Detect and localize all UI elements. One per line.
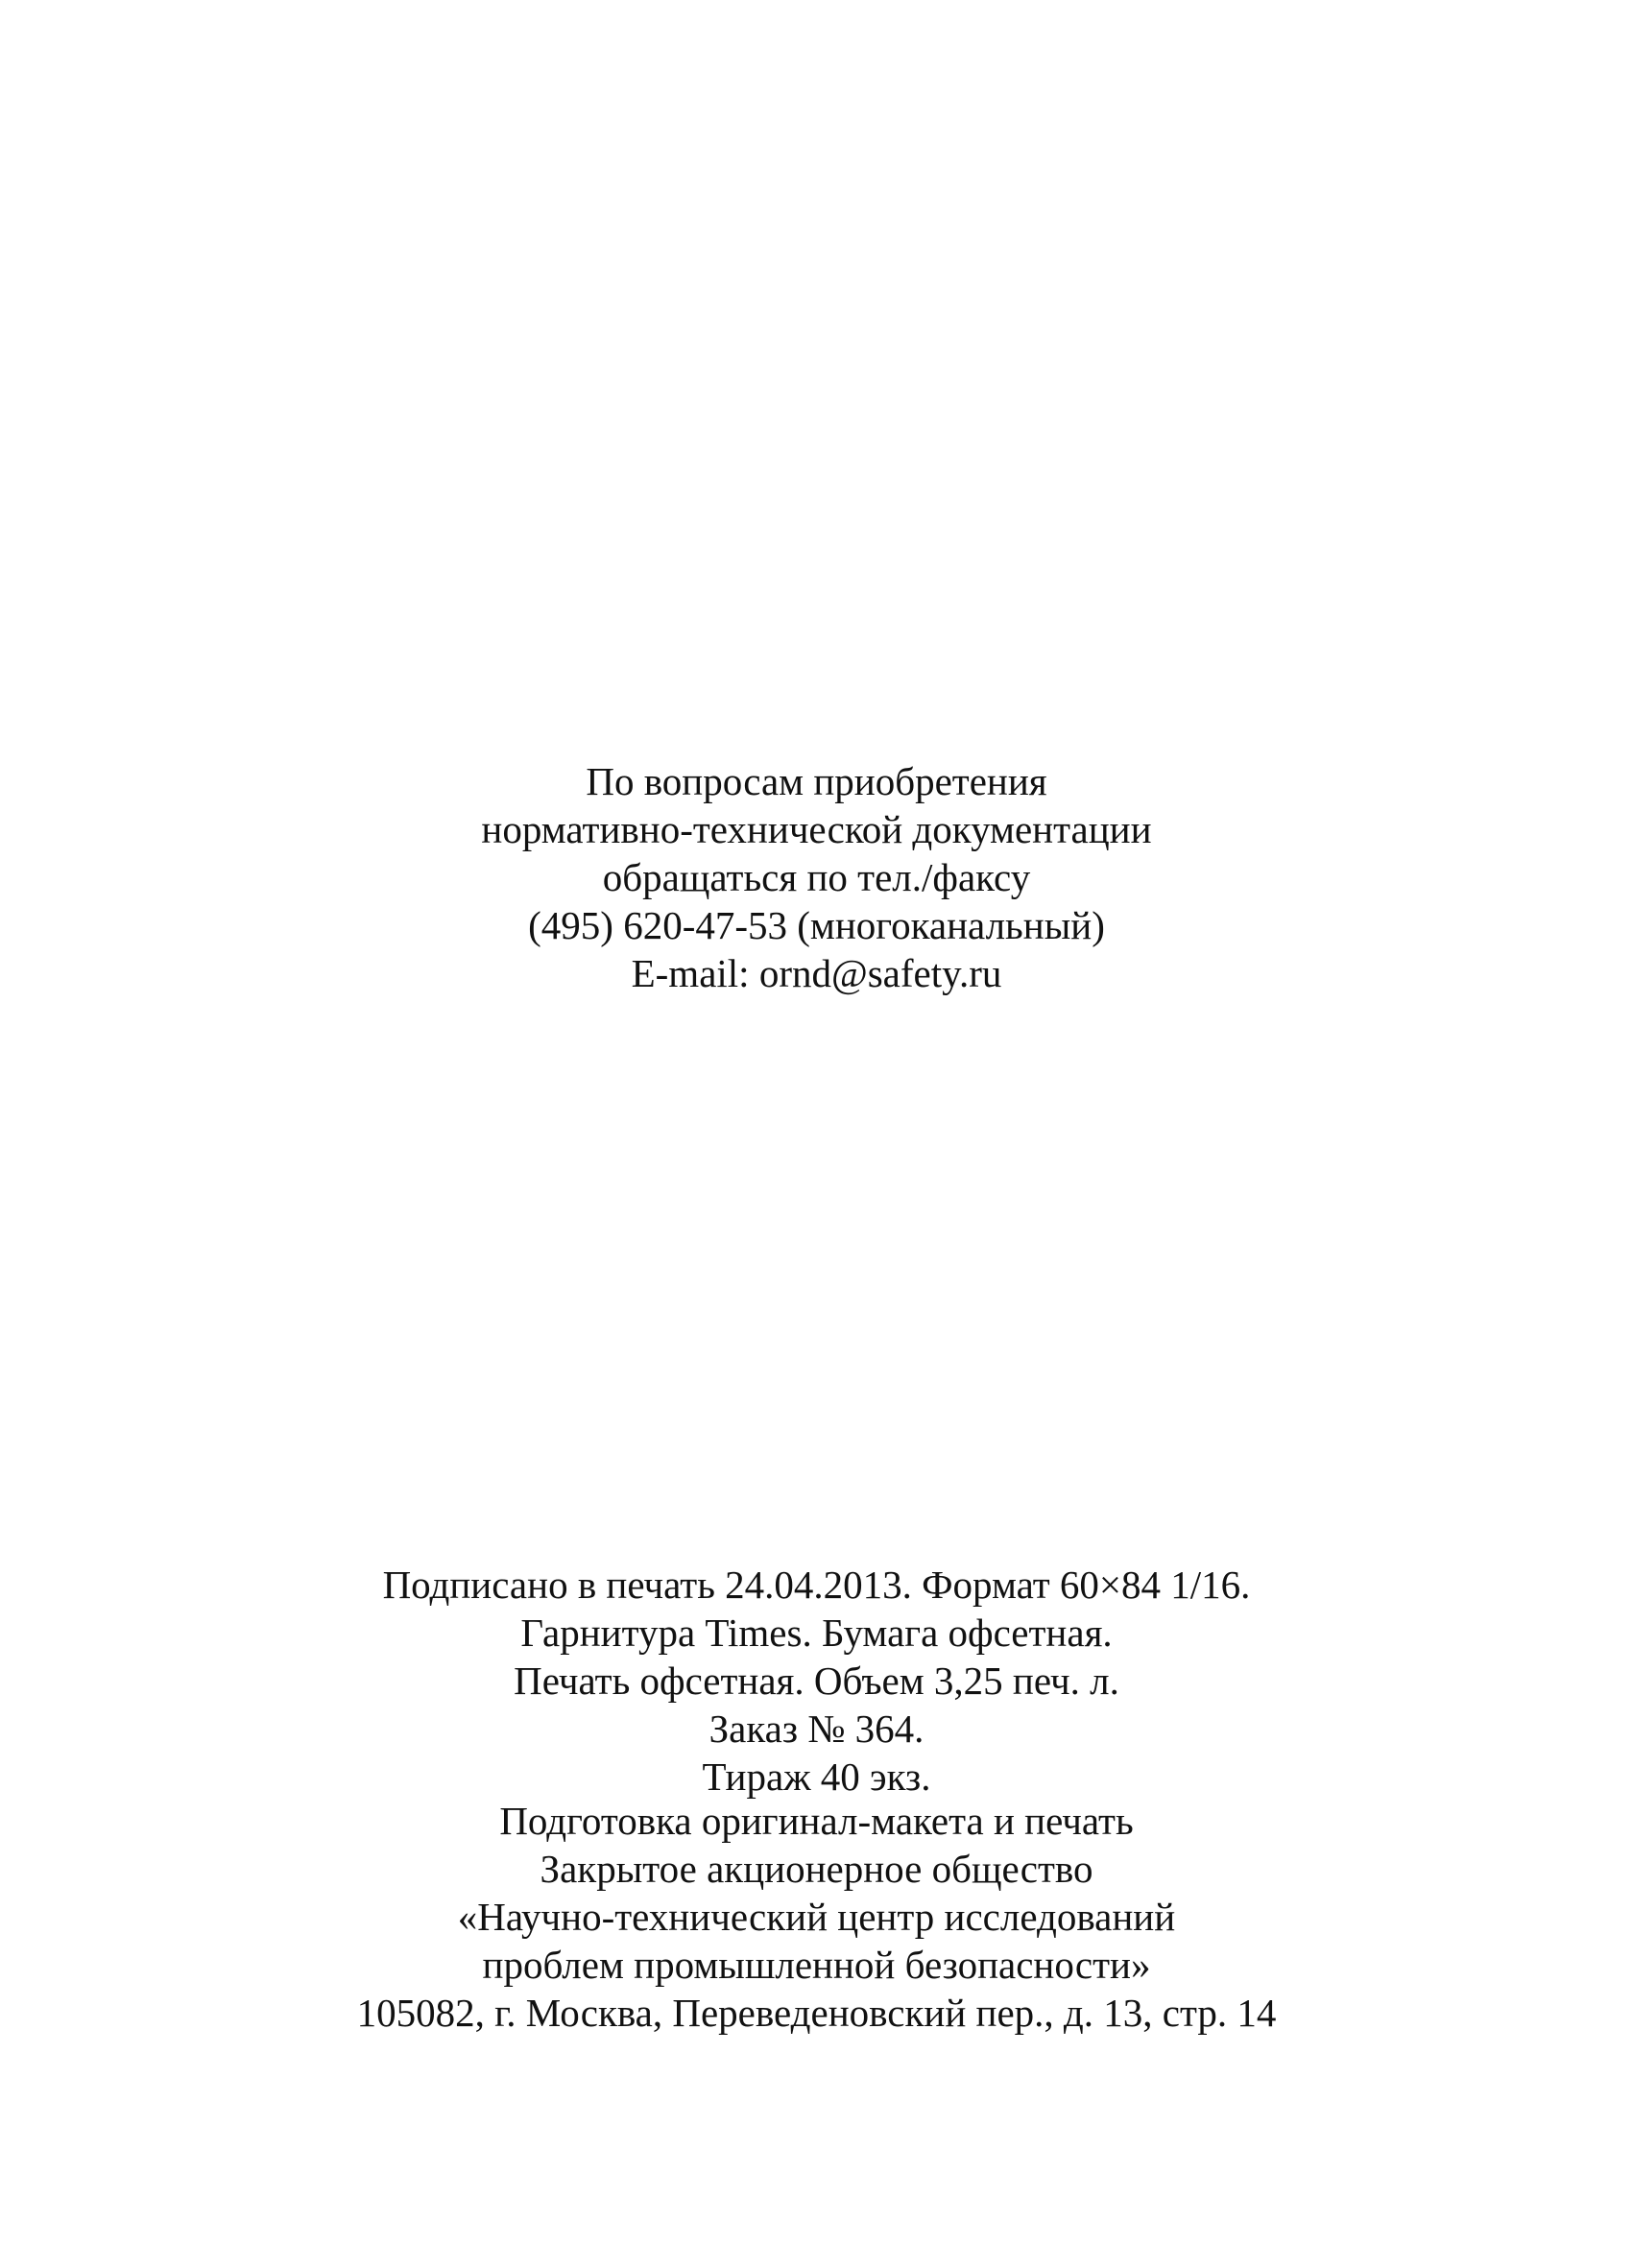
contact-line-documentation: нормативно-технической документации <box>481 807 1152 851</box>
printer-line-address: 105082, г. Москва, Переведеновский пер., д. 13, стр. 14 <box>356 1991 1277 2035</box>
printer-line-company-type: Закрытое акционерное общество <box>540 1847 1093 1891</box>
contact-line-phone-number: (495) 620-47-53 (многоканальный) <box>528 903 1105 947</box>
contact-info-block <box>0 757 1633 997</box>
printer-line-company-name-1: «Научно-технический центр исследований <box>457 1895 1176 1939</box>
imprint-line-print-volume: Печать офсетная. Объем 3,25 печ. л. <box>514 1659 1119 1703</box>
imprint-line-order-number: Заказ № 364. <box>708 1707 925 1751</box>
contact-line-purchase: По вопросам приобретения <box>586 759 1047 803</box>
imprint-line-typeface-paper: Гарнитура Times. Бумага офсетная. <box>520 1611 1113 1655</box>
printer-line-preparation: Подготовка оригинал-макета и печать <box>499 1799 1134 1843</box>
contact-line-phone-fax-label: обращаться по тел./факсу <box>602 855 1031 899</box>
imprint-block <box>0 1561 1633 1801</box>
contact-line-email: E-mail: ornd@safety.ru <box>631 951 1002 995</box>
imprint-line-print-run: Тираж 40 экз. <box>702 1755 931 1799</box>
imprint-line-signed-format: Подписано в печать 24.04.2013. Формат 60×84 1/16. <box>382 1563 1251 1607</box>
printer-info-block <box>0 1797 1633 2037</box>
printer-line-company-name-2: проблем промышленной безопасности» <box>482 1943 1151 1987</box>
